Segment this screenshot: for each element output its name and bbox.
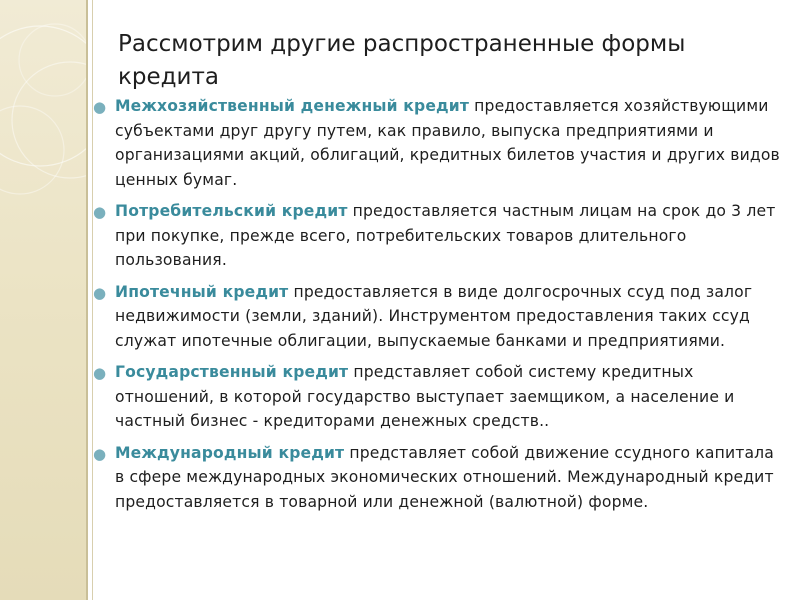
circle-bullet-icon: ● [93,283,107,302]
list-item [92,280,782,354]
credit-term: Международный кредит [115,443,345,462]
credit-description: предоставляется в виде долгосрочных ссуд под залог недвижимости (земли, зданий). Инструментом предоставления таких ссуд служат ипотечные облигации, выпускаемые банками и предприятиями. [115,282,753,350]
slide-title: Рассмотрим другие распространенные формы кредита [118,31,686,90]
circle-bullet-icon: ● [93,98,107,116]
divider-line [86,0,88,600]
credit-term: Ипотечный кредит [115,282,289,301]
list-item [92,199,782,273]
credit-description: представляет собой движение ссудного капитала в сфере международных экономических отношений. Международный кредит предоставляется в товарной или денежной (валютной) форме. [115,443,775,511]
circle-bullet-icon: ● [93,203,107,221]
bullet-list [92,94,782,521]
credit-term: Межхозяйственный денежный кредит [115,97,470,115]
credit-description: предоставляется частным лицам на срок до 3 лет при покупке, прежде всего, потребительских товаров длительного пользования. [115,202,776,269]
list-item [92,94,782,192]
credit-term: Потребительский кредит [115,202,348,220]
circle-bullet-icon: ● [93,444,107,463]
list-item [92,441,782,515]
credit-description: предоставляется хозяйствующими субъектами друг другу путем, как правило, выпуска предприятиями и организациями акций, облигаций, кредитных билетов участия и других видов ценных бумаг. [115,97,780,189]
list-item [92,360,782,434]
decorative-side-panel [0,0,86,600]
credit-description: представляет собой систему кредитных отношений, в которой государство выступает заемщиком, а население и частный бизнес - кредиторами денежных средств.. [115,363,735,430]
credit-term: Государственный кредит [115,363,349,381]
decorative-circles-graphic [0,0,86,600]
circle-bullet-icon: ● [93,364,107,382]
